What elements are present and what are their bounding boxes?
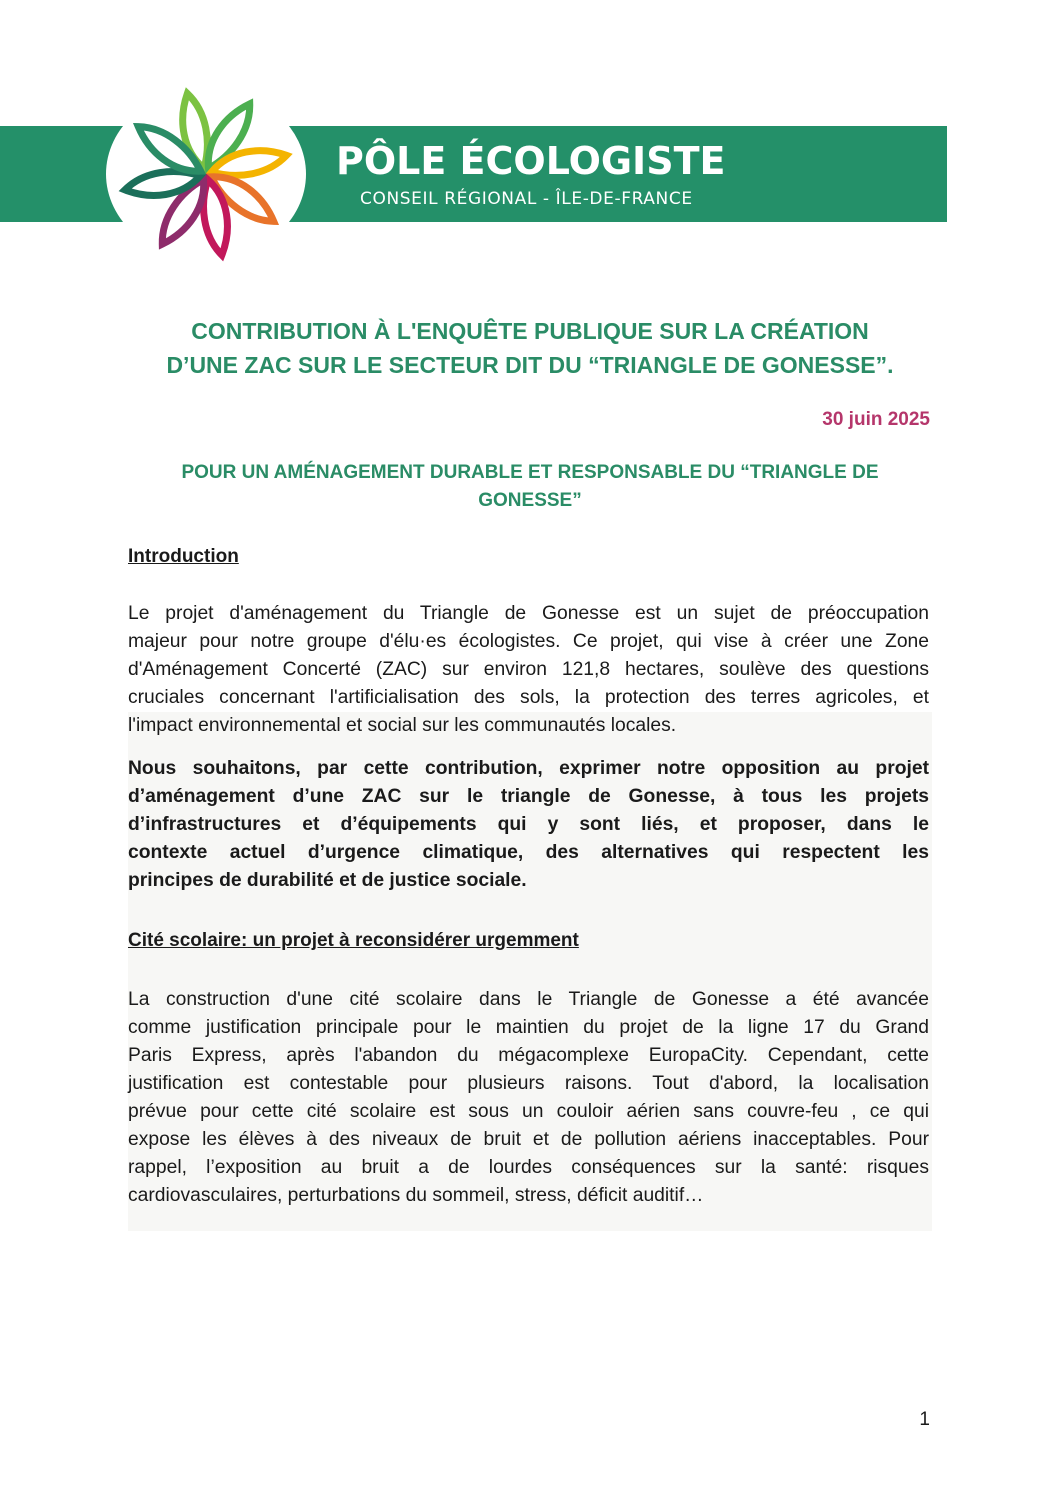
paragraph-line: l'impact environnemental et social sur les communautés locales. xyxy=(128,715,677,736)
paragraph-line: Le projet d'aménagement du Triangle de Gonesse est un sujet de préoccupation xyxy=(128,603,929,624)
paragraph-line: d'Aménagement Concerté (ZAC) sur environ 121,8 hectares, soulève des questions xyxy=(128,659,929,680)
paragraph-line: La construction d'une cité scolaire dans le Triangle de Gonesse a été avancée xyxy=(128,989,929,1010)
paragraph-line: expose les élèves à des niveaux de bruit et de pollution aériens inacceptables. Pour xyxy=(128,1129,929,1150)
section-heading-cite-scolaire: Cité scolaire: un projet à reconsidérer urgemment xyxy=(128,930,579,951)
paragraph-line: comme justification principale pour le maintien du projet de la ligne 17 du Grand xyxy=(128,1017,929,1038)
brand-title: PÔLE ÉCOLOGISTE xyxy=(336,139,726,183)
paragraph-line-bold: d’aménagement d’une ZAC sur le triangle de Gonesse, à tous les projets xyxy=(128,786,929,807)
brand-subtitle: CONSEIL RÉGIONAL - ÎLE-DE-FRANCE xyxy=(360,189,693,209)
page-number: 1 xyxy=(919,1409,930,1430)
paragraph-line: Paris Express, après l'abandon du mégacomplexe EuropaCity. Cependant, cette xyxy=(128,1045,929,1066)
document-subtitle-line: POUR UN AMÉNAGEMENT DURABLE ET RESPONSABLE DU “TRIANGLE DE xyxy=(181,462,879,483)
section-heading-introduction: Introduction xyxy=(128,546,239,567)
paragraph-line: prévue pour cette cité scolaire est sous un couloir aérien sans couvre-feu , ce qui xyxy=(128,1101,929,1122)
paragraph-line: cruciales concernant l'artificialisation des sols, la protection des terres agricoles, et xyxy=(128,687,929,708)
flower-logo-icon xyxy=(108,86,304,262)
paragraph-line-bold: principes de durabilité et de justice sociale. xyxy=(128,870,527,891)
paragraph-line: majeur pour notre groupe d'élu·es écologistes. Ce projet, qui vise à créer une Zone xyxy=(128,631,929,652)
paragraph-line: rappel, l’exposition au bruit a de lourdes conséquences sur la santé: risques xyxy=(128,1157,929,1178)
document-title-line: CONTRIBUTION À L'ENQUÊTE PUBLIQUE SUR LA CRÉATION xyxy=(191,318,869,344)
document-title-line: D’UNE ZAC SUR LE SECTEUR DIT DU “TRIANGLE DE GONESSE”. xyxy=(166,352,894,378)
document-date: 30 juin 2025 xyxy=(822,409,930,430)
paragraph-line-bold: Nous souhaitons, par cette contribution, exprimer notre opposition au projet xyxy=(128,758,929,779)
paragraph-line: cardiovasculaires, perturbations du sommeil, stress, déficit auditif… xyxy=(128,1185,704,1206)
paragraph-line: justification est contestable pour plusieurs raisons. Tout d'abord, la localisation xyxy=(128,1073,929,1094)
document-subtitle-line: GONESSE” xyxy=(478,490,582,511)
paragraph-line-bold: d’infrastructures et d’équipements qui y sont liés, et proposer, dans le xyxy=(128,814,929,835)
paragraph-line-bold: contexte actuel d’urgence climatique, des alternatives qui respectent les xyxy=(128,842,929,863)
